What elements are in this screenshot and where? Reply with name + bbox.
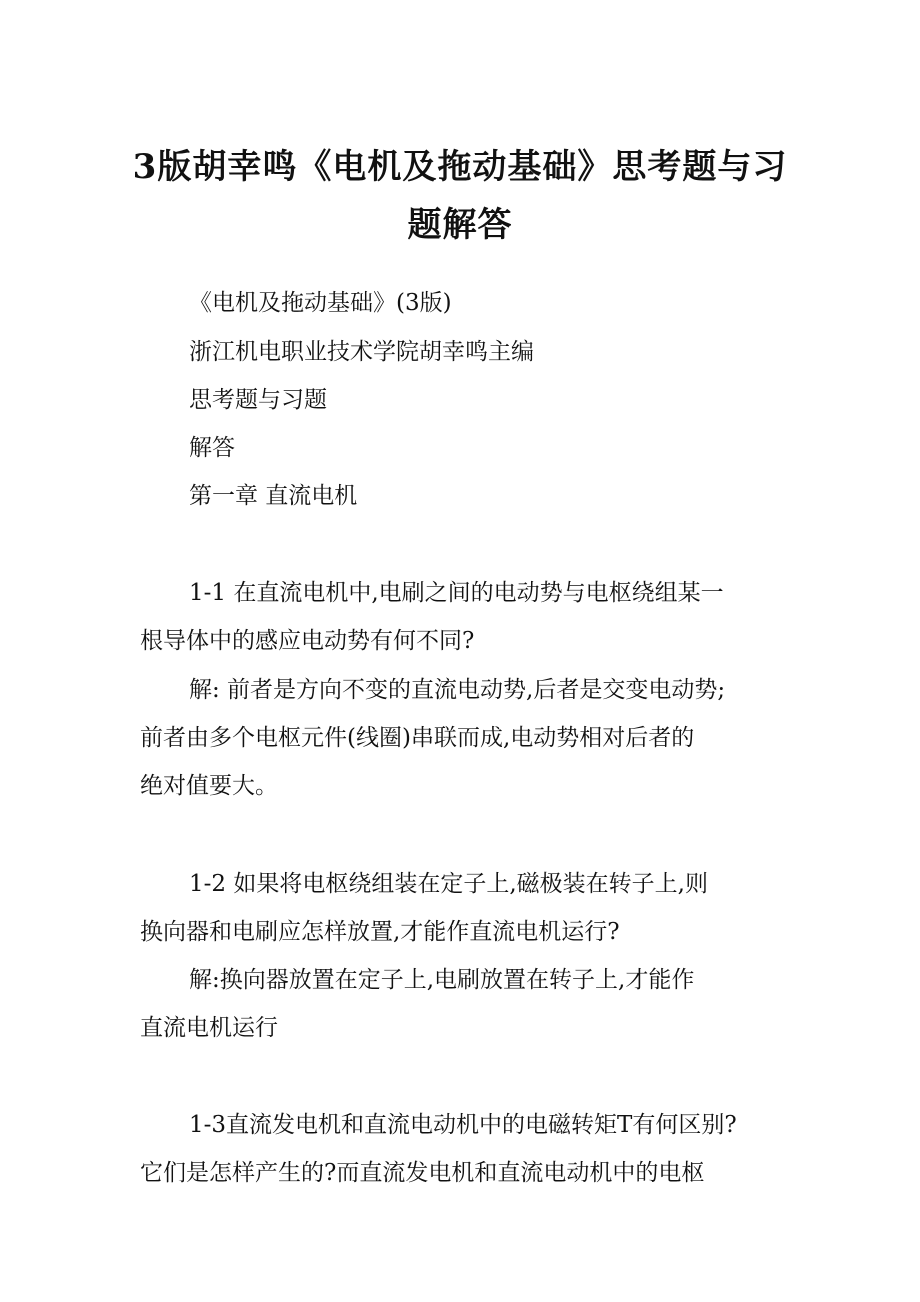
subtitle-exercises: 思考题与习题 [189, 387, 327, 413]
book-name: 《电机及拖动基础》(3版) [189, 290, 452, 316]
subtitle-answers: 解答 [189, 435, 235, 461]
answer-1-1-line-1: 解: 前者是方向不变的直流电动势,后者是交变电动势; [189, 677, 726, 703]
answer-1-1-line-3: 绝对值要大。 [140, 773, 278, 799]
answer-1-2-line-1: 解:换向器放置在定子上,电刷放置在转子上,才能作 [189, 967, 695, 993]
chapter-heading: 第一章 直流电机 [189, 483, 358, 509]
answer-1-2-line-2: 直流电机运行 [140, 1015, 278, 1041]
document-title-line-1: 3版胡幸鸣《电机及拖动基础》思考题与习 [132, 147, 788, 187]
question-1-3-line-2: 它们是怎样产生的?而直流发电机和直流电动机中的电枢 [140, 1160, 705, 1186]
document-title-line-2: 题解答 [407, 205, 513, 245]
question-1-3-line-1: 1-3直流发电机和直流电动机中的电磁转矩T有何区别? [189, 1112, 737, 1138]
question-1-1-line-2: 根导体中的感应电动势有何不同? [140, 628, 475, 654]
question-1-2-line-1: 1-2 如果将电枢绕组装在定子上,磁极装在转子上,则 [189, 871, 708, 897]
answer-1-1-line-2: 前者由多个电枢元件(线圈)串联而成,电动势相对后者的 [140, 725, 695, 751]
author-line: 浙江机电职业技术学院胡幸鸣主编 [189, 339, 534, 365]
question-1-1-line-1: 1-1 在直流电机中,电刷之间的电动势与电枢绕组某一 [189, 580, 724, 606]
question-1-2-line-2: 换向器和电刷应怎样放置,才能作直流电机运行? [140, 919, 620, 945]
